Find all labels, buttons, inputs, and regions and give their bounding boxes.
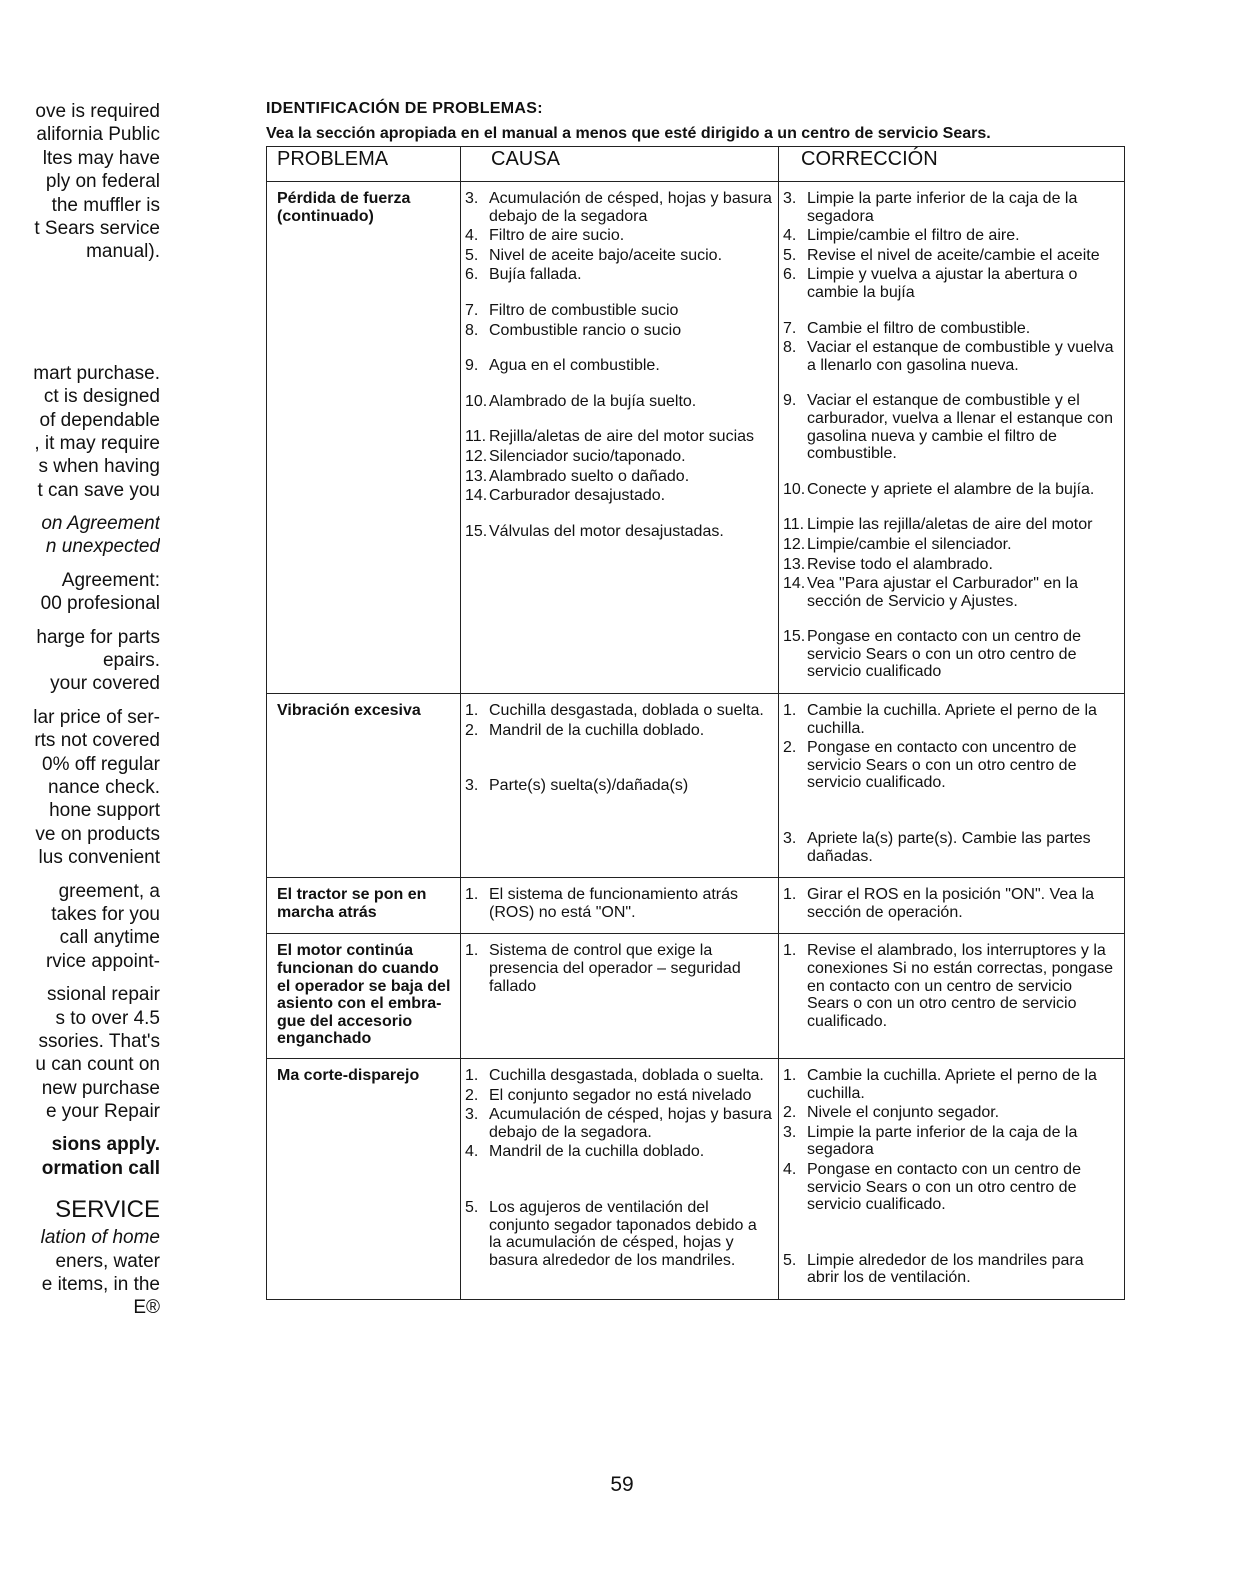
cause-text: Parte(s) suelta(s)/dañada(s) (489, 777, 689, 795)
left-line: ssional repair (47, 984, 160, 1006)
correction-text: Limpie/cambie el filtro de aire. (807, 227, 1020, 245)
cause-text: Cuchilla desgastada, doblada o suelta. (489, 702, 764, 720)
cause-item (465, 448, 772, 466)
left-line: epairs. (102, 650, 160, 672)
problem-cell: El motor continúa funcionan do cuando el operador se baja del asiento con el embra-gue del accesorio enganchado (267, 934, 461, 1059)
cause-number: 1. (465, 702, 479, 720)
correction-item (783, 516, 1118, 534)
left-line: alifornia Public (36, 124, 160, 146)
cause-number: 4. (465, 227, 479, 245)
problem-cell: Vibración excesiva (267, 694, 461, 878)
correction-number: 1. (783, 1066, 797, 1084)
correction-item (783, 339, 1118, 374)
correction-text: Apriete la(s) parte(s). Cambie las partes dañadas. (807, 830, 1091, 865)
table-row (267, 694, 1125, 878)
correction-number: 7. (783, 319, 797, 337)
correction-item (783, 536, 1118, 554)
cause-text: Sistema de control que exige la presencia del operador – seguridad fallado (489, 942, 741, 995)
correction-text: Cambie el filtro de combustible. (807, 319, 1031, 337)
cause-item (465, 322, 772, 340)
correction-item (783, 1252, 1118, 1287)
cause-number: 8. (465, 321, 479, 339)
cause-item (465, 227, 772, 245)
correction-text: Conecte y apriete el alambre de la bujía. (807, 480, 1095, 498)
cause-item (465, 1106, 772, 1141)
cause-number: 1. (465, 1066, 479, 1084)
correction-item (783, 481, 1118, 499)
cause-item (465, 247, 772, 265)
cause-number: 1. (465, 942, 479, 960)
correction-text: Nivele el conjunto segador. (807, 1104, 1000, 1122)
correction-number: 15. (783, 628, 806, 646)
table-row (267, 934, 1125, 1059)
correction-number: 1. (783, 942, 797, 960)
correction-text: Limpie y vuelva a ajustar la abertura o cambie la bujía (807, 266, 1078, 301)
correction-item (783, 266, 1118, 301)
cause-number: 2. (465, 1086, 479, 1104)
correction-number: 4. (783, 227, 797, 245)
left-line: ct is designed (43, 386, 160, 408)
cause-text: Acumulación de césped, hojas y basura debajo de la segadora (489, 190, 772, 225)
cause-number: 3. (465, 190, 479, 207)
correction-item (783, 886, 1118, 921)
left-line: your covered (50, 673, 160, 695)
cause-number: 5. (465, 246, 479, 264)
cause-item (465, 266, 772, 284)
correction-cell (779, 878, 1125, 934)
facing-page-text (0, 100, 160, 1320)
cause-number: 1. (465, 886, 479, 904)
cause-number: 15. (465, 522, 488, 540)
correction-text: Limpie alrededor de los mandriles para abrir los de ventilación. (807, 1251, 1084, 1287)
cause-number: 6. (465, 266, 479, 284)
correction-item (783, 1161, 1118, 1214)
left-line: new purchase (41, 1077, 160, 1099)
correction-text: Revise el nivel de aceite/cambie el aceite (807, 246, 1100, 264)
correction-cell (779, 182, 1125, 694)
left-line: , it may require (34, 432, 160, 454)
correction-text: Limpie las rejilla/aletas de aire del motor (807, 516, 1093, 534)
correction-item (783, 830, 1118, 865)
correction-text: Limpie/cambie el silenciador. (807, 535, 1012, 553)
correction-number: 2. (783, 1104, 797, 1122)
correction-number: 1. (783, 886, 797, 904)
correction-item (783, 942, 1118, 1030)
cause-item (465, 393, 772, 411)
correction-number: 5. (783, 246, 797, 264)
correction-item (783, 320, 1118, 338)
correction-text: Cambie la cuchilla. Apriete el perno de la cuchilla. (807, 1066, 1097, 1102)
section-subtitle: Vea la sección apropiada en el manual a menos que esté dirigido a un centro de servicio Sears. (266, 125, 991, 142)
cause-text: Nivel de aceite bajo/aceite sucio. (489, 246, 723, 264)
cause-number: 12. (465, 447, 488, 465)
cause-number: 14. (465, 487, 488, 505)
troubleshooting-section (266, 100, 1126, 1300)
cause-text: Alambrado suelto o dañado. (489, 467, 690, 485)
left-line: manual). (86, 241, 160, 263)
correction-number: 6. (783, 266, 797, 284)
correction-cell (779, 1058, 1125, 1299)
cause-item (465, 190, 772, 225)
correction-item (783, 190, 1118, 225)
section-title: IDENTIFICACIÓN DE PROBLEMAS: (266, 100, 543, 117)
cause-text: Filtro de aire sucio. (489, 227, 625, 245)
correction-number: 11. (783, 516, 805, 534)
correction-number: 3. (783, 830, 797, 848)
cause-number: 13. (465, 467, 488, 485)
left-line: of dependable (39, 409, 160, 431)
table-header-row (267, 147, 1125, 182)
left-line: on Agreement (41, 513, 160, 535)
correction-item (783, 227, 1118, 245)
left-line: sions apply. (51, 1134, 160, 1156)
cause-text: El sistema de funcionamiento atrás (ROS) no está "ON". (489, 886, 739, 921)
correction-item (783, 1067, 1118, 1102)
cause-number: 3. (465, 1106, 479, 1124)
correction-text: Pongase en contacto con un centro de servicio Sears o con un otro centro de servicio cualificado (807, 628, 1081, 681)
cause-text: Los agujeros de ventilación del conjunto segador taponados debido a la acumulación de césped, hojas y basura alrededor de los mandriles. (489, 1198, 757, 1269)
cause-item (465, 468, 772, 486)
left-line: call anytime (59, 927, 160, 949)
cause-item (465, 302, 772, 320)
left-line: lar price of ser- (33, 706, 160, 728)
correction-text: Revise todo el alambrado. (807, 555, 993, 573)
cause-item (465, 942, 772, 995)
correction-item (783, 247, 1118, 265)
correction-text: Pongase en contacto con un centro de servicio Sears o con un otro centro de servicio cualificado. (807, 1160, 1081, 1214)
correction-item (783, 702, 1118, 737)
left-line: s to over 4.5 (55, 1007, 160, 1029)
left-line: ormation call (41, 1157, 160, 1179)
left-line: harge for parts (36, 626, 160, 648)
correction-cell (779, 934, 1125, 1059)
left-line: E® (133, 1297, 160, 1319)
left-line: the muffler is (51, 194, 160, 216)
table-row (267, 878, 1125, 934)
correction-text: Vea "Para ajustar el Carburador" en la sección de Servicio y Ajustes. (807, 575, 1079, 610)
correction-item (783, 392, 1118, 462)
left-line: greement, a (58, 880, 160, 902)
cause-text: Silenciador sucio/taponado. (489, 447, 686, 465)
left-line: Agreement: (61, 569, 160, 591)
correction-cell (779, 694, 1125, 878)
left-line: mart purchase. (33, 362, 160, 384)
left-line: s when having (38, 456, 160, 478)
cause-number: 5. (465, 1198, 479, 1216)
left-line: takes for you (51, 903, 160, 925)
cause-item (465, 1143, 772, 1161)
cause-text: Cuchilla desgastada, doblada o suelta. (489, 1066, 764, 1084)
table-row (267, 182, 1125, 694)
page-number: 59 (610, 1473, 634, 1496)
cause-number: 9. (465, 357, 479, 375)
correction-number: 14. (783, 575, 806, 593)
left-line: ove is required (35, 101, 160, 122)
correction-number: 10. (783, 480, 806, 498)
cause-cell (461, 694, 779, 878)
table-row (267, 1058, 1125, 1299)
cause-text: Válvulas del motor desajustadas. (489, 522, 724, 540)
correction-number: 3. (783, 1123, 797, 1141)
cause-cell (461, 878, 779, 934)
problem-cell: Ma corte-disparejo (267, 1058, 461, 1299)
cause-item (465, 1087, 772, 1105)
cause-text: Mandril de la cuchilla doblado. (489, 721, 705, 739)
correction-item (783, 1124, 1118, 1159)
cause-text: Alambrado de la bujía suelto. (489, 392, 697, 410)
correction-number: 2. (783, 739, 797, 757)
correction-item (783, 1104, 1118, 1122)
correction-text: Girar el ROS en la posición "ON". Vea la sección de operación. (807, 886, 1095, 921)
left-line: u can count on (35, 1054, 160, 1076)
left-heading: SERVICE (55, 1196, 160, 1224)
left-line: t Sears service (34, 217, 160, 239)
cause-number: 3. (465, 777, 479, 795)
problem-cell: Pérdida de fuerza (continuado) (267, 182, 461, 694)
correction-text: Vaciar el estanque de combustible y vuelva a llenarlo con gasolina nueva. (807, 339, 1114, 374)
left-line: lus convenient (38, 847, 160, 869)
header-causa: CAUSA (461, 147, 779, 182)
correction-item (783, 739, 1118, 792)
cause-text: El conjunto segador no está nivelado (489, 1086, 752, 1104)
correction-text: Limpie la parte inferior de la caja de la segadora (807, 190, 1078, 225)
cause-cell (461, 934, 779, 1059)
troubleshooting-table (266, 146, 1125, 1300)
header-problema: PROBLEMA (267, 147, 461, 182)
cause-item (465, 1199, 772, 1269)
left-line: lation of home (40, 1227, 160, 1249)
cause-text: Filtro de combustible sucio (489, 301, 679, 319)
correction-number: 8. (783, 339, 797, 357)
cause-item (465, 1067, 772, 1085)
cause-item (465, 523, 772, 541)
cause-cell (461, 182, 779, 694)
cause-number: 4. (465, 1143, 479, 1161)
left-line: ve on products (35, 823, 160, 845)
cause-item (465, 357, 772, 375)
left-line: eners, water (55, 1250, 160, 1272)
cause-number: 10. (465, 392, 488, 410)
left-line: 00 profesional (40, 593, 160, 615)
correction-item (783, 628, 1118, 681)
correction-item (783, 575, 1118, 610)
correction-item (783, 556, 1118, 574)
correction-text: Limpie la parte inferior de la caja de la segadora (807, 1123, 1078, 1159)
cause-item (465, 487, 772, 505)
correction-number: 4. (783, 1160, 797, 1178)
correction-text: Revise el alambrado, los interruptores y la conexiones Si no están correctas, pongase en contacto con un centro de servicio Sears o con un otro centro de servicio cualificado. (807, 942, 1113, 1030)
cause-item (465, 428, 772, 446)
correction-text: Pongase en contacto con uncentro de servicio Sears o con un otro centro de servicio cualificado. (807, 739, 1077, 792)
correction-number: 9. (783, 392, 797, 410)
problem-cell: El tractor se pon en marcha atrás (267, 878, 461, 934)
cause-text: Carburador desajustado. (489, 487, 666, 505)
header-correccion: CORRECCIÓN (779, 147, 1125, 182)
left-line: 0% off regular (42, 753, 160, 775)
correction-text: Vaciar el estanque de combustible y el carburador, vuelva a llenar el estanque con gasolina nueva y cambie el filtro de combustible. (807, 392, 1113, 463)
cause-text: Combustible rancio o sucio (489, 321, 682, 339)
left-line: e items, in the (41, 1274, 160, 1296)
left-line: rts not covered (34, 730, 160, 752)
correction-number: 5. (783, 1251, 797, 1269)
correction-number: 13. (783, 555, 806, 573)
correction-number: 3. (783, 190, 797, 207)
cause-text: Rejilla/aletas de aire del motor sucias (489, 428, 755, 446)
left-line: hone support (49, 800, 160, 822)
cause-text: Agua en el combustible. (489, 357, 660, 375)
left-line: ssories. That's (38, 1030, 160, 1052)
cause-text: Bujía fallada. (489, 266, 582, 284)
left-line: n unexpected (45, 536, 160, 558)
cause-cell (461, 1058, 779, 1299)
correction-text: Cambie la cuchilla. Apriete el perno de la cuchilla. (807, 702, 1097, 737)
cause-number: 7. (465, 301, 479, 319)
cause-item (465, 702, 772, 720)
left-line: ply on federal (45, 171, 160, 193)
cause-item (465, 886, 772, 921)
left-line: t can save you (37, 479, 160, 501)
cause-text: Mandril de la cuchilla doblado. (489, 1143, 705, 1161)
cause-item (465, 722, 772, 740)
cause-number: 2. (465, 721, 479, 739)
left-line: e your Repair (45, 1101, 160, 1123)
cause-item (465, 777, 772, 795)
correction-number: 12. (783, 535, 806, 553)
correction-number: 1. (783, 702, 797, 720)
left-line: rvice appoint- (45, 950, 160, 972)
cause-text: Acumulación de césped, hojas y basura debajo de la segadora. (489, 1106, 772, 1141)
cause-number: 11. (465, 428, 487, 446)
left-line: ltes may have (42, 147, 160, 169)
left-line: nance check. (48, 776, 160, 798)
